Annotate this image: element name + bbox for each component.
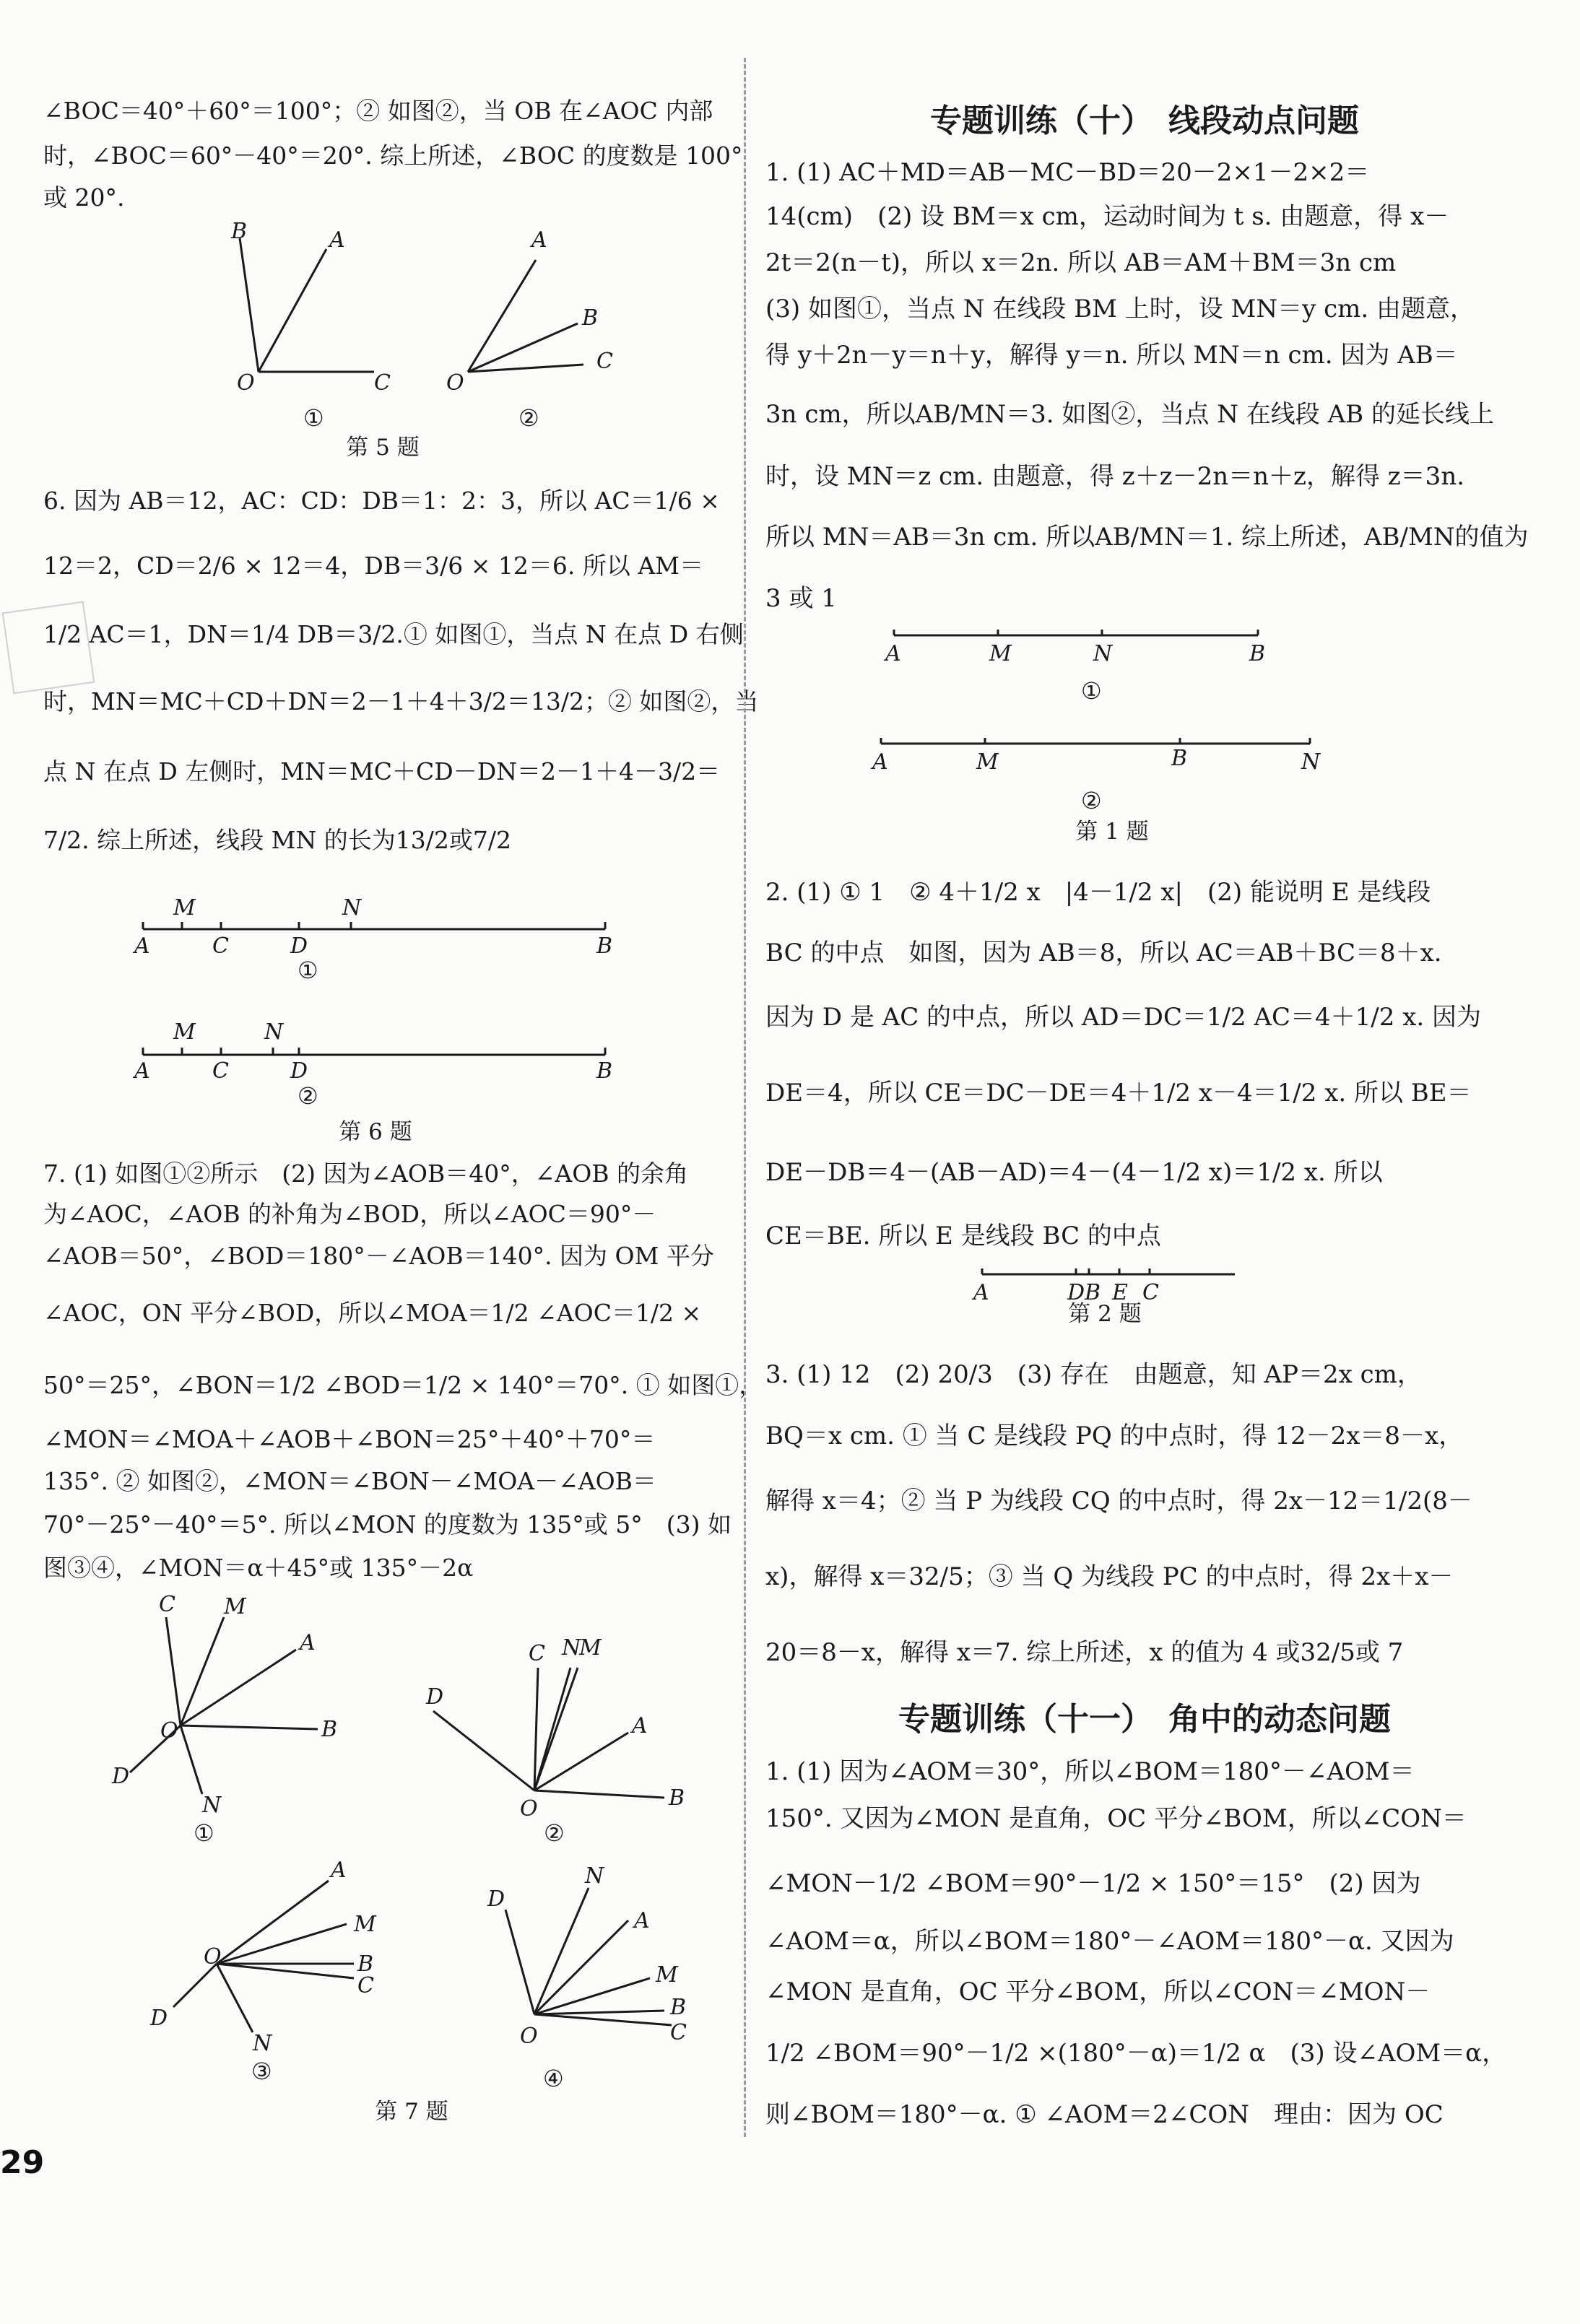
text-line: 解得 x＝4；② 当 P 为线段 CQ 的中点时，得 2x－12＝1/2(8－ (765, 1487, 1472, 1515)
section-title: 专题训练（十） 线段动点问题 (930, 103, 1359, 139)
text-line: 图③④，∠MON＝α＋45°或 135°－2α (43, 1554, 474, 1582)
figure-10-2-diagram (968, 1260, 1271, 1303)
point-label: M (173, 895, 196, 921)
ray-OB (240, 238, 259, 372)
point-label: D (426, 1684, 444, 1710)
ray (534, 1790, 664, 1798)
text-line: 为∠AOC，∠AOB 的补角为∠BOD，所以∠AOC＝90°－ (43, 1200, 656, 1228)
text-line: 3. (1) 12 (2) 20/3 (3) 存在 由题意，知 AP＝2x cm， (765, 1360, 1422, 1389)
point-label: B (670, 1995, 687, 2020)
point-label: A (632, 1713, 648, 1738)
text-line: 12＝2，CD＝2/6 × 12＝4，DB＝3/6 × 12＝6. 所以 AM＝ (43, 552, 703, 580)
text-line: 1. (1) AC＋MD＝AB－MC－BD＝20－2×1－2×2＝ (765, 158, 1370, 187)
point-label: B (596, 933, 613, 959)
point-label: A (872, 749, 888, 775)
point-label: C (529, 1641, 545, 1666)
sub-label: ② (518, 404, 539, 432)
ray (217, 1964, 253, 2032)
point-label: A (634, 1908, 650, 1933)
page-number: 29 (0, 2144, 45, 2181)
point-label: M (173, 1019, 196, 1045)
ray (534, 1668, 538, 1790)
text-line: 135°. ② 如图②，∠MON＝∠BON－∠MOA－∠AOB＝ (43, 1467, 656, 1495)
ray (217, 1924, 347, 1964)
text-line: 时，MN＝MC＋CD＋DN＝2－1＋4＋3/2＝13/2；② 如图②，当 (43, 687, 759, 715)
point-label: M (579, 1635, 602, 1661)
point-label: N (264, 1019, 284, 1045)
text-line: 14(cm) (2) 设 BM＝x cm，运动时间为 t s. 由题意，得 x－ (765, 202, 1449, 231)
point-label: N (342, 895, 362, 921)
sub-label: ① (1081, 677, 1102, 705)
ray-OA (259, 249, 326, 372)
point-label: B (596, 1058, 613, 1084)
text-line: 1. (1) 因为∠AOM＝30°，所以∠BOM＝180°－∠AOM＝ (765, 1757, 1415, 1786)
point-label: C (670, 2020, 687, 2045)
ray (166, 1617, 181, 1725)
point-label: N (202, 1793, 222, 1818)
text-line: ∠BOC＝40°＋60°＝100°；② 如图②，当 OB 在∠AOC 内部 (43, 97, 713, 125)
text-line: x)，解得 x＝32/5；③ 当 Q 为线段 PC 的中点时，得 2x＋x－ (765, 1562, 1454, 1591)
figure-caption: 第 2 题 (1068, 1301, 1142, 1327)
text-line: DE－DB＝4－(AB－AD)＝4－(4－1/2 x)＝1/2 x. 所以 (765, 1158, 1383, 1187)
text-line: 2. (1) ① 1 ② 4＋1/2 x |4－1/2 x| (2) 能说明 E 是线段 (765, 878, 1431, 907)
point-label: O (520, 2024, 538, 2049)
text-line: 时，设 MN＝z cm. 由题意，得 z＋z－2n＝n＋z，解得 z＝3n. (765, 462, 1465, 491)
text-line: ∠AOB＝50°，∠BOD＝180°－∠AOB＝140°. 因为 OM 平分 (43, 1242, 714, 1270)
text-line: 或 20°. (43, 183, 125, 212)
text-line: 7. (1) 如图①②所示 (2) 因为∠AOB＝40°，∠AOB 的余角 (43, 1159, 688, 1188)
point-label: B (357, 1951, 374, 1977)
text-line: 所以 MN＝AB＝3n cm. 所以AB/MN＝1. 综上所述，AB/MN的值为 (765, 523, 1529, 552)
text-line: 1/2 AC＝1，DN＝1/4 DB＝3/2.① 如图①，当点 N 在点 D 右侧 (43, 620, 744, 648)
ray (534, 2011, 664, 2014)
ray (433, 1711, 534, 1790)
point-label: B (582, 305, 599, 331)
watermark-stamp (2, 601, 95, 695)
point-label: A (300, 1630, 316, 1655)
point-label: C (212, 1058, 229, 1084)
ray (217, 1881, 329, 1964)
point-label: D (150, 2006, 168, 2031)
text-line: BQ＝x cm. ① 当 C 是线段 PQ 的中点时，得 12－2x＝8－x， (765, 1422, 1464, 1450)
text-line: 得 y＋2n－y＝n＋y，解得 y＝n. 所以 MN＝n cm. 因为 AB＝ (765, 341, 1458, 370)
point-label: O (160, 1718, 178, 1744)
ray (181, 1617, 224, 1725)
point-label: M (656, 1962, 678, 1988)
text-line: 7/2. 综上所述，线段 MN 的长为13/2或7/2 (43, 826, 511, 854)
figure-caption: 第 7 题 (375, 2099, 448, 2125)
point-label: O (204, 1944, 222, 1970)
point-label: C (159, 1592, 175, 1617)
ray-OB (468, 323, 578, 372)
point-label: N (1093, 641, 1113, 666)
point-label: N (1301, 749, 1321, 775)
text-line: 因为 D 是 AC 的中点，所以 AD＝DC＝1/2 AC＝4＋1/2 x. 因为 (765, 1003, 1481, 1032)
point-label: M (976, 749, 999, 775)
ray (173, 1964, 217, 2007)
text-line: 3 或 1 (765, 584, 837, 613)
text-line: 1/2 ∠BOM＝90°－1/2 ×(180°－α)＝1/2 α (3) 设∠AOM＝α， (765, 2039, 1507, 2068)
text-line: 则∠BOM＝180°－α. ① ∠AOM＝2∠CON 理由：因为 OC (765, 2100, 1444, 2129)
sub-label: ② (298, 1082, 318, 1110)
text-line: 时，∠BOC＝60°－40°＝20°. 综上所述，∠BOC 的度数是 100° (43, 142, 743, 170)
point-label: B (1085, 1280, 1101, 1305)
point-label: N (562, 1635, 581, 1661)
text-line: 2t＝2(n－t)，所以 x＝2n. 所以 AB＝AM＋BM＝3n cm (765, 248, 1397, 277)
point-label: M (224, 1594, 246, 1619)
point-label: C (596, 349, 613, 374)
text-line: CE＝BE. 所以 E 是线段 BC 的中点 (765, 1222, 1161, 1250)
point-label: B (1171, 746, 1188, 771)
point-label: O (446, 370, 464, 396)
point-label: A (134, 1058, 150, 1084)
point-label: D (1067, 1280, 1085, 1305)
point-label: A (531, 227, 547, 253)
point-label: C (374, 370, 391, 396)
ray-OA (468, 260, 536, 372)
point-label: C (212, 933, 229, 959)
section-title: 专题训练（十一） 角中的动态问题 (898, 1701, 1391, 1738)
ray (217, 1964, 354, 1978)
point-label: A (329, 227, 345, 253)
sub-label: ④ (543, 2065, 564, 2092)
text-line: 50°＝25°，∠BON＝1/2 ∠BOD＝1/2 × 140°＝70°. ① 如图①， (43, 1371, 763, 1399)
point-label: A (134, 933, 150, 959)
point-label: C (357, 1973, 374, 1998)
figure-caption: 第 1 题 (1075, 819, 1149, 845)
ray (181, 1725, 318, 1729)
point-label: A (885, 641, 901, 666)
point-label: D (290, 1058, 308, 1084)
point-label: N (585, 1863, 604, 1889)
text-line: 20＝8－x，解得 x＝7. 综上所述，x 的值为 4 或32/5或 7 (765, 1638, 1404, 1667)
figure-caption: 第 6 题 (339, 1119, 412, 1145)
figure-6-diagram (130, 884, 679, 1108)
text-line: (3) 如图①，当点 N 在线段 BM 上时，设 MN＝y cm. 由题意， (765, 295, 1475, 323)
figure-5-diagram (159, 217, 628, 433)
point-label: O (520, 1796, 538, 1822)
sub-label: ② (544, 1819, 565, 1847)
ray (505, 1910, 534, 2014)
text-line: 3n cm，所以AB/MN＝3. 如图②，当点 N 在线段 AB 的延长线上 (765, 400, 1494, 429)
sub-label: ① (194, 1819, 214, 1847)
ray (534, 1668, 578, 1790)
point-label: A (973, 1280, 989, 1305)
ray-OC (468, 365, 583, 372)
text-line: 70°－25°－40°＝5°. 所以∠MON 的度数为 135°或 5° (3) 如 (43, 1510, 732, 1539)
point-label: N (253, 2031, 272, 2056)
text-line: ∠MON－1/2 ∠BOM＝90°－1/2 × 150°＝15° (2) 因为 (765, 1869, 1421, 1898)
text-line: ∠MON 是直角，OC 平分∠BOM，所以∠CON＝∠MON－ (765, 1977, 1431, 2006)
ray (534, 1888, 589, 2014)
text-line: ∠AOC，ON 平分∠BOD，所以∠MOA＝1/2 ∠AOC＝1/2 × (43, 1299, 702, 1327)
sub-label: ② (1081, 787, 1102, 814)
text-line: ∠MON＝∠MOA＋∠AOB＋∠BON＝25°＋40°＋70°＝ (43, 1425, 656, 1453)
text-line: 6. 因为 AB＝12，AC：CD：DB＝1：2：3，所以 AC＝1/6 × (43, 487, 720, 515)
column-divider (744, 58, 746, 2137)
figure-7-diagram (101, 1588, 708, 2137)
point-label: D (487, 1886, 505, 1912)
point-label: B (231, 219, 248, 244)
figure-10-1-diagram (872, 621, 1386, 845)
point-label: B (1249, 641, 1266, 666)
text-line: 150°. 又因为∠MON 是直角，OC 平分∠BOM，所以∠CON＝ (765, 1804, 1467, 1833)
point-label: M (354, 1912, 376, 1937)
sub-label: ③ (251, 2058, 272, 2085)
point-label: O (237, 370, 255, 396)
ray (534, 2014, 672, 2025)
point-label: A (331, 1858, 347, 1883)
point-label: B (669, 1785, 685, 1811)
point-label: B (321, 1717, 338, 1742)
figure-caption: 第 5 题 (346, 435, 420, 461)
point-label: M (989, 641, 1012, 666)
ray (181, 1650, 296, 1725)
point-label: C (1142, 1280, 1159, 1305)
point-label: E (1112, 1280, 1128, 1305)
sub-label: ① (303, 404, 324, 432)
point-label: D (112, 1764, 130, 1789)
sub-label: ① (298, 957, 318, 984)
ray (181, 1725, 202, 1794)
point-label: D (290, 933, 308, 959)
text-line: 点 N 在点 D 左侧时，MN＝MC＋CD－DN＝2－1＋4－3/2＝ (43, 757, 721, 785)
text-line: ∠AOM＝α，所以∠BOM＝180°－∠AOM＝180°－α. 又因为 (765, 1927, 1454, 1956)
text-line: BC 的中点 如图，因为 AB＝8，所以 AC＝AB＋BC＝8＋x. (765, 939, 1442, 967)
text-line: DE＝4，所以 CE＝DC－DE＝4＋1/2 x－4＝1/2 x. 所以 BE＝ (765, 1079, 1472, 1107)
